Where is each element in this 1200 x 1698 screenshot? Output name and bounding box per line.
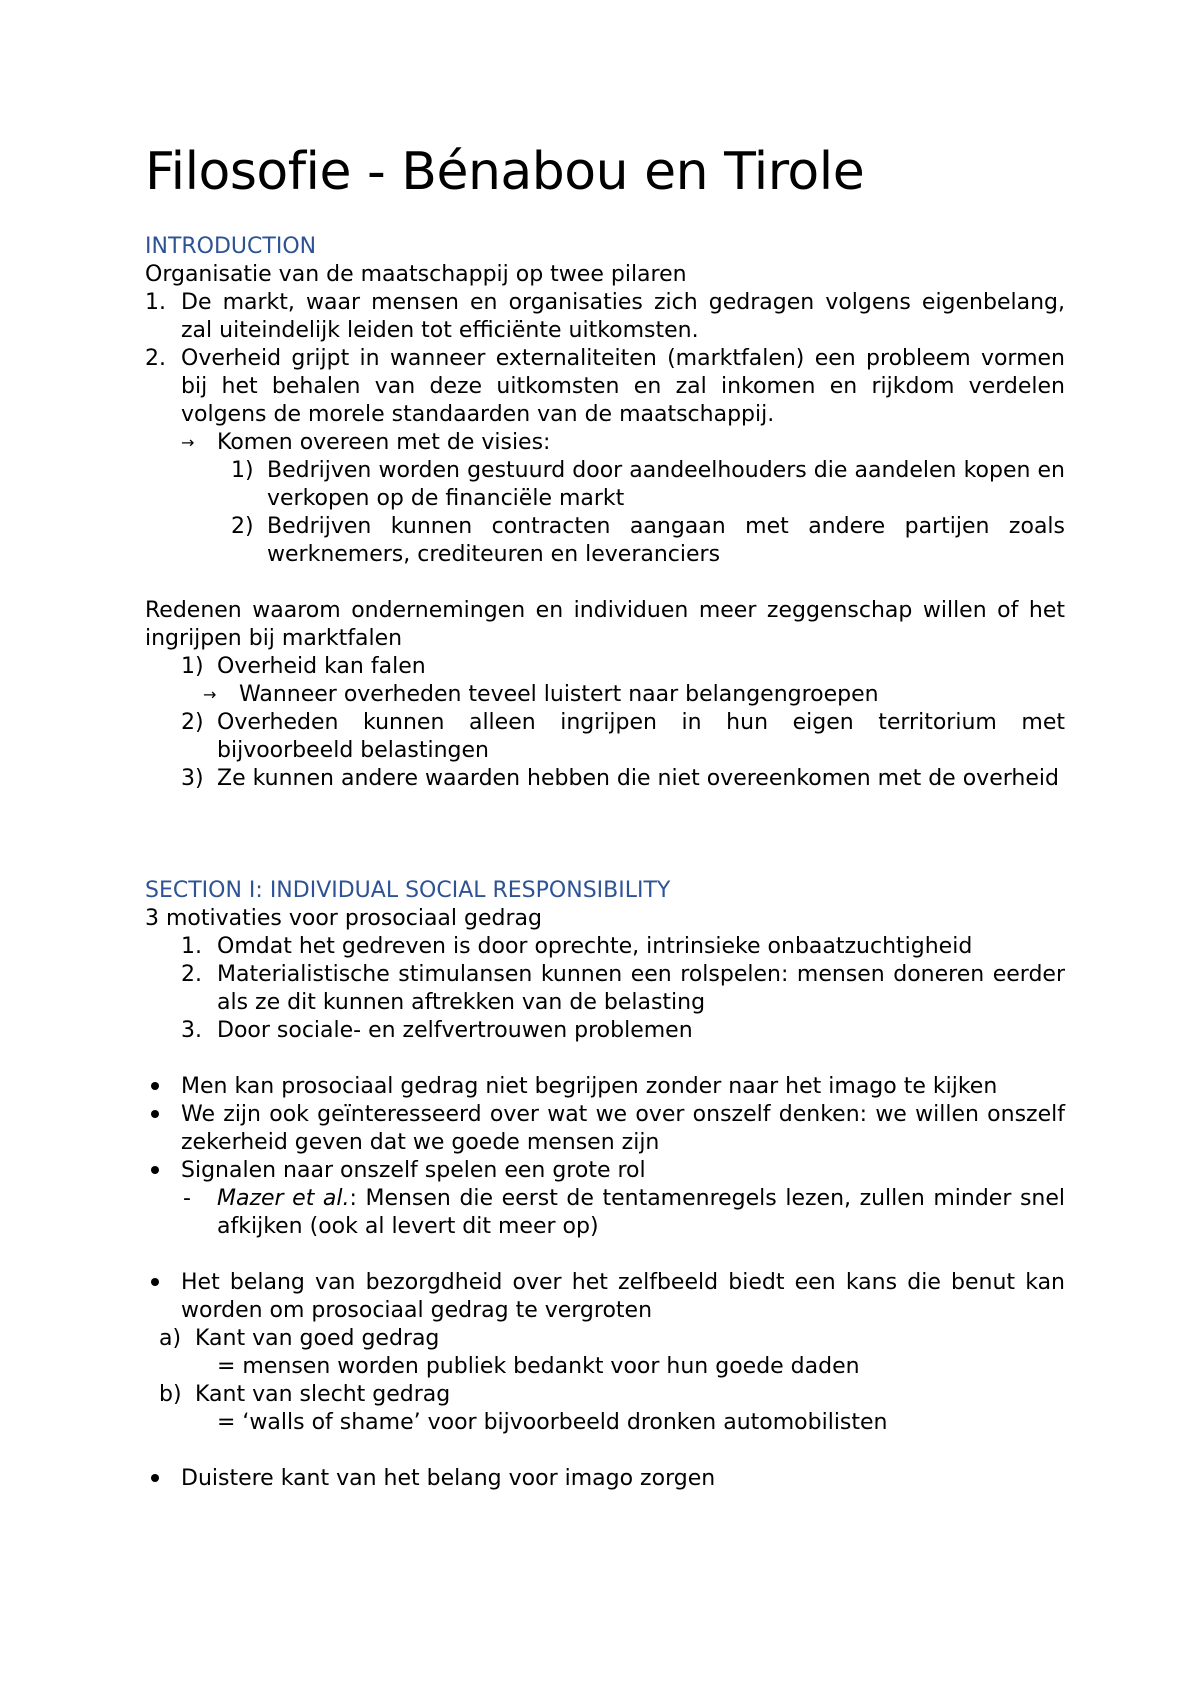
list-marker: 3. bbox=[181, 1018, 202, 1043]
bullet-item bbox=[145, 1101, 1065, 1157]
bullet-icon bbox=[151, 1269, 159, 1297]
list-item bbox=[145, 457, 1065, 513]
arrow-item-text: Komen overeen met de visies: bbox=[217, 430, 551, 455]
list-item-text: Materialistische stimulansen kunnen een rolspelen: mensen doneren eerder als ze dit kunnen aftrekken van de belasting bbox=[217, 962, 1065, 1015]
arrow-right-icon: → bbox=[203, 685, 217, 704]
dash-marker: - bbox=[183, 1186, 191, 1211]
list-item bbox=[145, 1381, 1065, 1409]
list-item-text: De markt, waar mensen en organisaties zich gedragen volgens eigenbelang, zal uiteindelijk leiden tot efficiënte uitkomsten. bbox=[181, 290, 1065, 343]
list-marker: 1. bbox=[145, 290, 166, 315]
list-marker: b) bbox=[159, 1382, 182, 1407]
list-item-text: Kant van goed gedrag bbox=[195, 1326, 440, 1351]
list-item-text: Ze kunnen andere waarden hebben die niet overeenkomen met de overheid bbox=[217, 766, 1059, 791]
intro-lead: Organisatie van de maatschappij op twee pilaren bbox=[145, 262, 687, 287]
list-item-text: Overheden kunnen alleen ingrijpen in hun eigen territorium met bijvoorbeeld belastingen bbox=[217, 710, 1065, 763]
bullet-item bbox=[145, 1157, 1065, 1185]
list-item bbox=[145, 765, 1065, 793]
list-item bbox=[145, 345, 1065, 429]
dash-item-text bbox=[217, 1185, 1065, 1241]
list-marker: 2. bbox=[181, 962, 202, 987]
bullet-item-text: We zijn ook geïnteresseerd over wat we over onszelf denken: we willen onszelf zekerheid geven dat we goede mensen zijn bbox=[181, 1102, 1065, 1155]
list-item bbox=[145, 961, 1065, 1017]
list-item bbox=[145, 1017, 1065, 1045]
list-item bbox=[145, 653, 1065, 681]
arrow-right-icon: → bbox=[181, 433, 195, 452]
arrow-item-text: Wanneer overheden teveel luistert naar belangengroepen bbox=[239, 682, 879, 707]
bullet-item bbox=[145, 1073, 1065, 1101]
list-item-text: Kant van slecht gedrag bbox=[195, 1382, 451, 1407]
list-item-text: Bedrijven kunnen contracten aangaan met andere partijen zoals werknemers, crediteuren en leveranciers bbox=[267, 514, 1065, 567]
list-marker: 1) bbox=[231, 458, 254, 483]
list-item-text: Overheid kan falen bbox=[217, 654, 426, 679]
bullet-icon bbox=[151, 1465, 159, 1493]
arrow-item bbox=[145, 429, 1065, 457]
bullet-item-text: Het belang van bezorgdheid over het zelfbeeld biedt een kans die benut kan worden om prosociaal gedrag te vergroten bbox=[181, 1270, 1065, 1323]
spacer bbox=[145, 1045, 1065, 1073]
list-item bbox=[145, 513, 1065, 569]
list-marker: 2. bbox=[145, 346, 166, 371]
list-marker: a) bbox=[159, 1326, 182, 1351]
dash-item bbox=[145, 1185, 1065, 1241]
section1-heading: SECTION I: INDIVIDUAL SOCIAL RESPONSIBILITY bbox=[145, 878, 671, 903]
list-marker: 1. bbox=[181, 934, 202, 959]
bullet-item-text: Signalen naar onszelf spelen een grote rol bbox=[181, 1158, 646, 1183]
bullet-item bbox=[145, 1269, 1065, 1325]
spacer bbox=[145, 1241, 1065, 1269]
list-item-text: Omdat het gedreven is door oprechte, intrinsieke onbaatzuchtigheid bbox=[217, 934, 973, 959]
intro-heading: INTRODUCTION bbox=[145, 234, 317, 259]
list-marker: 2) bbox=[231, 514, 254, 539]
spacer bbox=[145, 569, 1065, 597]
arrow-item bbox=[145, 681, 1065, 709]
list-item bbox=[145, 289, 1065, 345]
list-item bbox=[145, 1325, 1065, 1353]
bullet-icon bbox=[151, 1157, 159, 1185]
bullet-item-text: Men kan prosociaal gedrag niet begrijpen zonder naar het imago te kijken bbox=[181, 1074, 998, 1099]
list-item-detail: = mensen worden publiek bedankt voor hun goede daden bbox=[217, 1354, 860, 1379]
list-item bbox=[145, 709, 1065, 765]
section1-lead: 3 motivaties voor prosociaal gedrag bbox=[145, 906, 542, 931]
citation-author: Mazer et al. bbox=[217, 1186, 350, 1211]
bullet-item bbox=[145, 1465, 1065, 1493]
document-title: Filosofie - Bénabou en Tirole bbox=[145, 142, 865, 202]
list-marker: 1) bbox=[181, 654, 204, 679]
spacer bbox=[145, 793, 1065, 877]
bullet-icon bbox=[151, 1101, 159, 1129]
list-item-text: Bedrijven worden gestuurd door aandeelhouders die aandelen kopen en verkopen op de financiële markt bbox=[267, 458, 1065, 511]
list-item-text: Overheid grijpt in wanneer externaliteiten (marktfalen) een probleem vormen bij het behalen van deze uitkomsten en zal inkomen en rijkdom verdelen volgens de morele standaarden van de maatschappij. bbox=[181, 346, 1065, 427]
list-item bbox=[145, 933, 1065, 961]
list-marker: 2) bbox=[181, 710, 204, 735]
list-item-text: Door sociale- en zelfvertrouwen problemen bbox=[217, 1018, 693, 1043]
document-body bbox=[145, 233, 1065, 1493]
bullet-icon bbox=[151, 1073, 159, 1101]
list-item-detail: = ‘walls of shame’ voor bijvoorbeeld dronken automobilisten bbox=[217, 1410, 888, 1435]
citation-text: : Mensen die eerst de tentamenregels lezen, zullen minder snel afkijken (ook al levert dit meer op) bbox=[217, 1186, 1065, 1239]
bullet-item-text: Duistere kant van het belang voor imago zorgen bbox=[181, 1466, 716, 1491]
reasons-lead: Redenen waarom ondernemingen en individuen meer zeggenschap willen of het ingrijpen bij marktfalen bbox=[145, 598, 1065, 651]
list-marker: 3) bbox=[181, 766, 204, 791]
spacer bbox=[145, 1437, 1065, 1465]
